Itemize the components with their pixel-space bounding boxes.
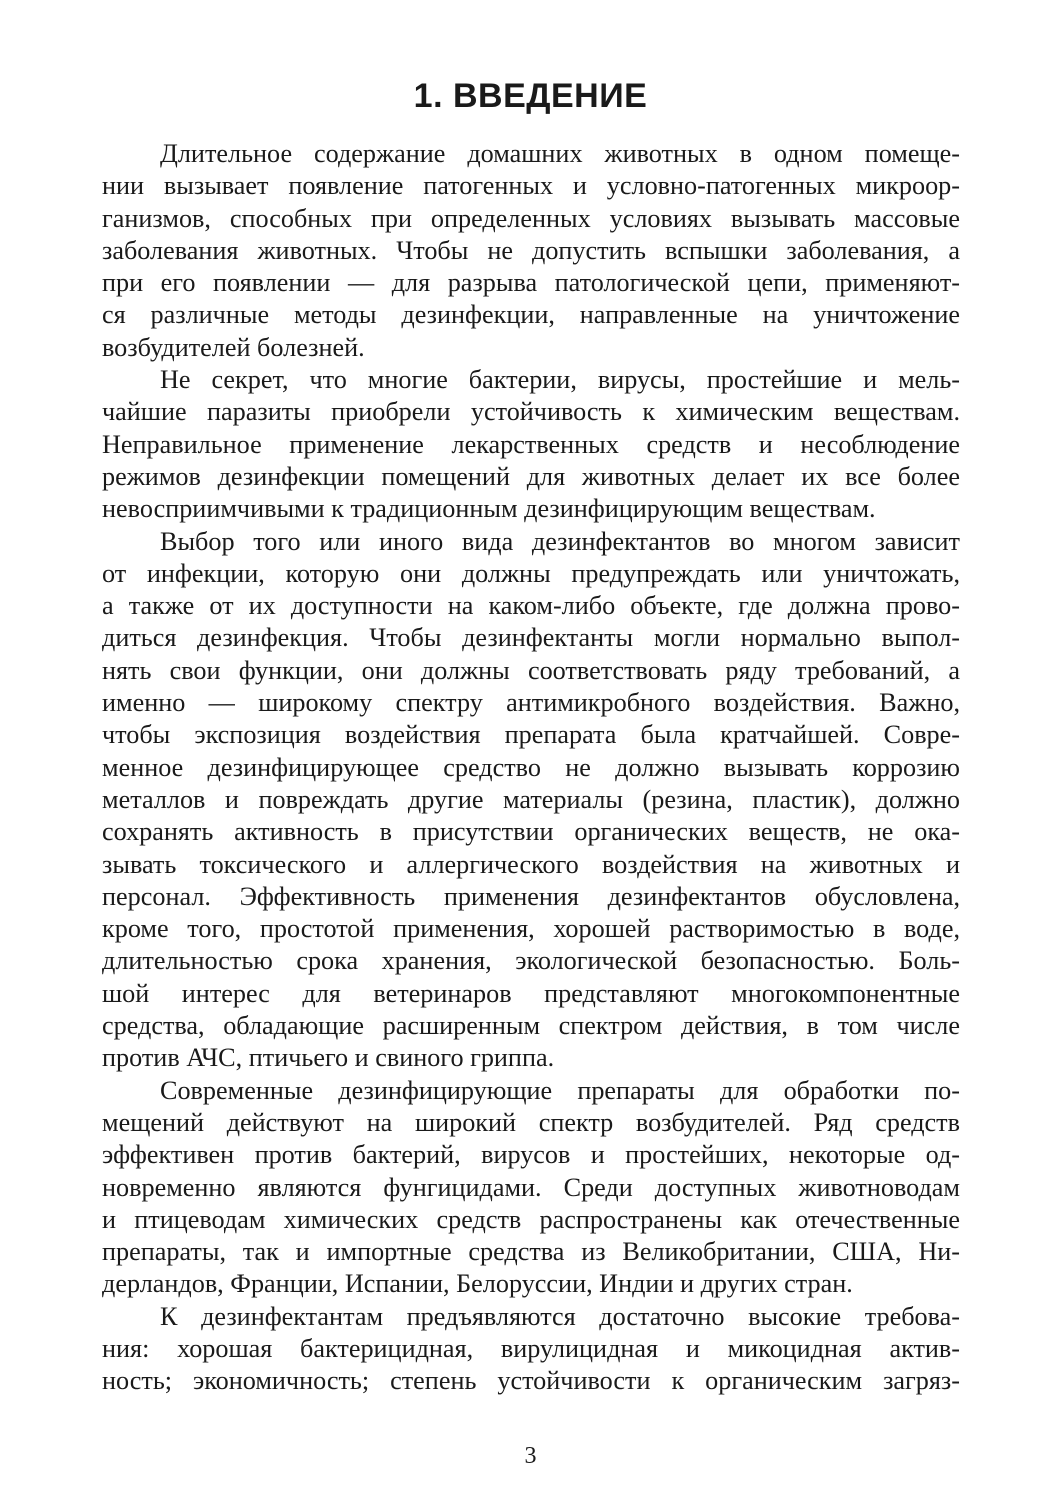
text-line: ся различные методы дезинфекции, направленные на уничтожение [102,300,960,330]
text-line: против АЧС, птичьего и свиного гриппа. [102,1043,555,1073]
text-line: а также от их доступности на каком-либо объекте, где должна прово- [102,591,960,621]
text-line: мещений действуют на широкий спектр возбудителей. Ряд средств [102,1107,960,1137]
paragraph-4 [102,1075,960,1301]
text-line: средства, обладающие расширенным спектром действия, в том числе [102,1011,960,1041]
text-line: кроме того, простотой применения, хорошей растворимостью в воде, [102,914,960,944]
paragraph-1 [102,138,960,364]
text-line: нять свои функции, они должны соответствовать ряду требований, а [102,655,960,685]
page-number: 3 [524,1443,537,1469]
text-line: Современные дезинфицирующие препараты для обработки по- [160,1075,960,1105]
text-line: дерландов, Франции, Испании, Белоруссии, Индии и других стран. [102,1269,853,1299]
text-line: диться дезинфекция. Чтобы дезинфектанты могли нормально выпол- [102,623,960,653]
body-text [102,138,960,1398]
text-line: нии вызывает появление патогенных и условно-патогенных микроор- [102,171,960,201]
text-line: Выбор того или иного вида дезинфектантов во многом зависит [160,526,960,556]
paragraph-5 [102,1301,960,1398]
paragraph-2 [102,364,960,525]
text-line: от инфекции, которую они должны предупреждать или уничтожать, [102,558,960,588]
text-line: чтобы экспозиция воздействия препарата была кратчайшей. Совре- [102,720,960,750]
text-line: ность; экономичность; степень устойчивости к органическим загряз- [102,1366,960,1396]
text-line: новременно являются фунгицидами. Среди доступных животноводам [102,1172,960,1202]
text-line: и птицеводам химических средств распространены как отечественные [102,1204,960,1234]
paragraph-3 [102,526,960,1075]
text-line: металлов и повреждать другие материалы (резина, пластик), должно [102,784,960,814]
text-line: возбудителей болезней. [102,332,365,362]
text-line: режимов дезинфекции помещений для животных делает их все более [102,461,960,491]
text-line: невосприимчивыми к традиционным дезинфицирующим веществам. [102,494,876,524]
text-line: зывать токсического и аллергического воздействия на животных и [102,849,960,879]
text-line: сохранять активность в присутствии органических веществ, не ока- [102,817,960,847]
text-line: менное дезинфицирующее средство не должно вызывать коррозию [102,752,960,782]
text-line: длительностью срока хранения, экологической безопасностью. Боль- [102,946,960,976]
text-line: препараты, так и импортные средства из Великобритании, США, Ни- [102,1237,960,1267]
text-line: Длительное содержание домашних животных в одном помеще- [160,139,960,168]
text-line: персонал. Эффективность применения дезинфектантов обусловлена, [102,881,960,911]
text-line: шой интерес для ветеринаров представляют многокомпонентные [102,978,960,1008]
text-line: именно — широкому спектру антимикробного воздействия. Важно, [102,688,960,718]
chapter-title: 1. ВВЕДЕНИЕ [413,77,648,115]
text-line: эффективен против бактерий, вирусов и простейших, некоторые од- [102,1140,960,1170]
text-line: Не секрет, что многие бактерии, вирусы, простейшие и мель- [160,365,960,395]
text-line: при его появлении — для разрыва патологической цепи, применяют- [102,268,960,298]
text-line: заболевания животных. Чтобы не допустить вспышки заболевания, а [102,235,960,265]
text-line: Неправильное применение лекарственных средств и несоблюдение [102,429,960,459]
text-line: К дезинфектантам предъявляются достаточно высокие требова- [160,1301,960,1331]
text-line: чайшие паразиты приобрели устойчивость к химическим веществам. [102,397,960,427]
text-line: ганизмов, способных при определенных условиях вызывать массовые [102,203,960,233]
text-line: ния: хорошая бактерицидная, вирулицидная и микоцидная актив- [102,1333,960,1363]
